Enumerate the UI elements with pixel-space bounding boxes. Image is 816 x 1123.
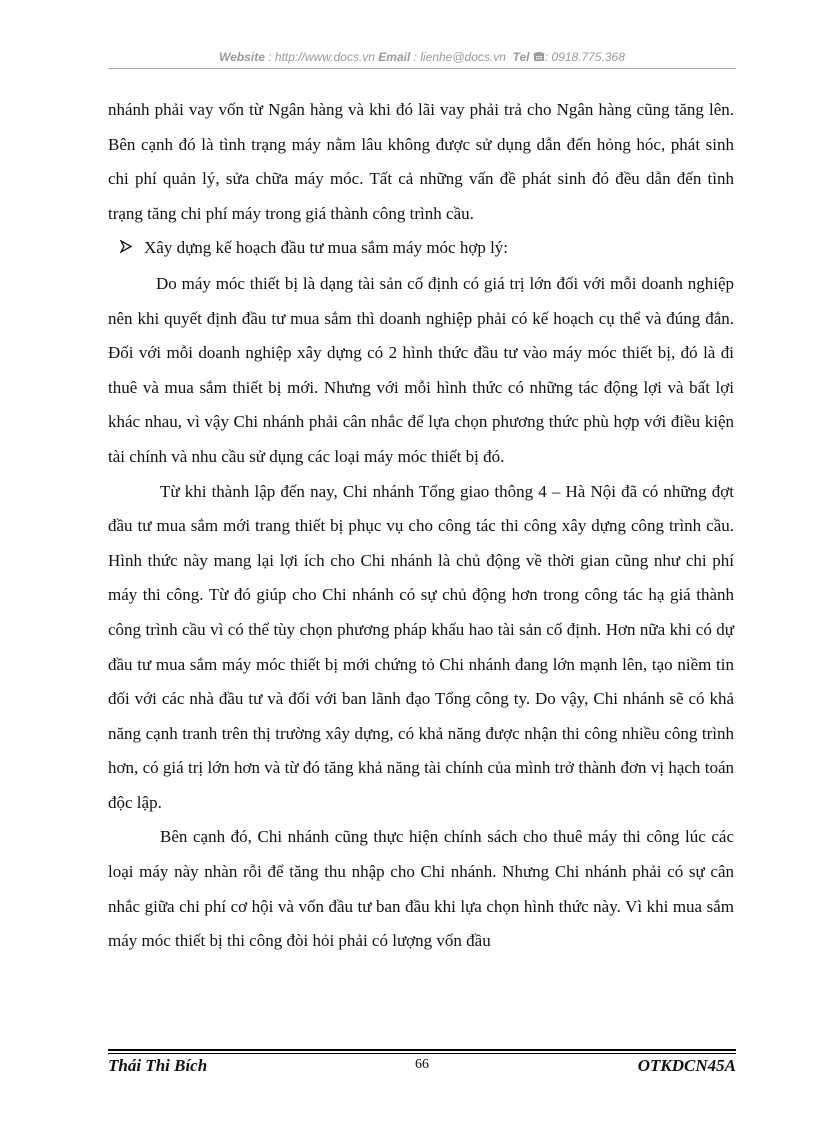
email-value: : lienhe@docs.vn — [410, 50, 510, 64]
paragraph-3: Từ khi thành lập đến nay, Chi nhánh Tổng giao thông 4 – Hà Nội đã có những đợt đầu tư mua sắm mới trang thiết bị phục vụ cho công tác thi công xây dựng công trình cầu. Hình thức này mang lại lợi ích cho Chi nhánh là chủ động về thời gian cũng như chi phí máy thi công. Từ đó giúp cho Chi nhánh có sự chủ động hơn trong công tác hạ giá thành công trình cầu vì có thể tùy chọn phương pháp khấu hao tài sản cố định. Hơn nữa khi có dự đầu tư mua sắm máy móc thiết bị mới chứng tỏ Chi nhánh đang lớn mạnh lên, tạo niềm tin đối với các nhà đầu tư và đối với ban lãnh đạo Tổng công ty. Do vậy, Chi nhánh sẽ có khả năng cạnh tranh trên thị trường xây dựng, có khả năng được nhận thi công nhiều công trình hơn, có giá trị lớn hơn và từ đó tăng khả năng tài chính của mình trở thành đơn vị hạch toán độc lập. — [108, 481, 734, 812]
page-footer — [108, 1056, 736, 1078]
document-body — [108, 93, 734, 959]
footer-author: Thái Thi Bích — [108, 1056, 208, 1075]
page-header — [108, 50, 736, 65]
bullet-item — [108, 231, 734, 267]
paragraph-4: Bên cạnh đó, Chi nhánh cũng thực hiện chính sách cho thuê máy thi công lúc các loại máy này nhàn rỗi để tăng thu nhập cho Chi nhánh. Nhưng Chi nhánh phải có sự cân nhắc giữa chi phí cơ hội và vốn đầu tư ban đầu khi lựa chọn hình thức này. Vì khi mua sắm máy móc thiết bị thi công đòi hỏi phải có lượng vốn đầu — [108, 827, 734, 951]
footer-divider-thin — [108, 1053, 736, 1054]
tel-value: : 0918.775.368 — [544, 50, 625, 64]
footer-divider-thick — [108, 1049, 736, 1051]
bullet-text: Xây dựng kế hoạch đầu tư mua sắm máy móc hợp lý: — [144, 238, 509, 258]
phone-icon — [533, 51, 545, 65]
arrow-bullet-icon — [108, 232, 144, 267]
page-number: 66 — [415, 1057, 429, 1072]
website-value: : http://www.docs.vn — [264, 50, 379, 64]
paragraph-2: Do máy móc thiết bị là dạng tài sản cố định có giá trị lớn đối với mỗi doanh nghiệp nên khi quyết định đầu tư mua sắm thì doanh nghiệp phải có kế hoạch cụ thể và đúng đắn. Đối với mỗi doanh nghiệp xây dựng có 2 hình thức đầu tư vào máy móc thiết bị, đó là đi thuê và mua sắm thiết bị mới. Nhưng với mỗi hình thức có những tác động lợi và bất lợi khác nhau, vì vậy Chi nhánh phải cân nhắc để lựa chọn phương thức phù hợp với điều kiện tài chính và nhu cầu sử dụng các loại máy móc thiết bị đó. — [108, 273, 734, 466]
tel-label: Tel — [512, 50, 530, 64]
website-label: Website — [219, 50, 265, 64]
footer-class-code: OTKDCN45A — [637, 1056, 736, 1075]
header-divider — [108, 68, 736, 69]
paragraph-1: nhánh phải vay vốn từ Ngân hàng và khi đó lãi vay phải trả cho Ngân hàng cũng tăng lên. Bên cạnh đó là tình trạng máy nằm lâu không được sử dụng dẫn đến hỏng hóc, phát sinh chi phí quản lý, sửa chữa máy móc. Tất cả những vấn đề phát sinh đó đều dẫn đến tình trạng tăng chi phí máy trong giá thành công trình cầu. — [108, 100, 734, 223]
email-label: Email — [378, 50, 411, 64]
